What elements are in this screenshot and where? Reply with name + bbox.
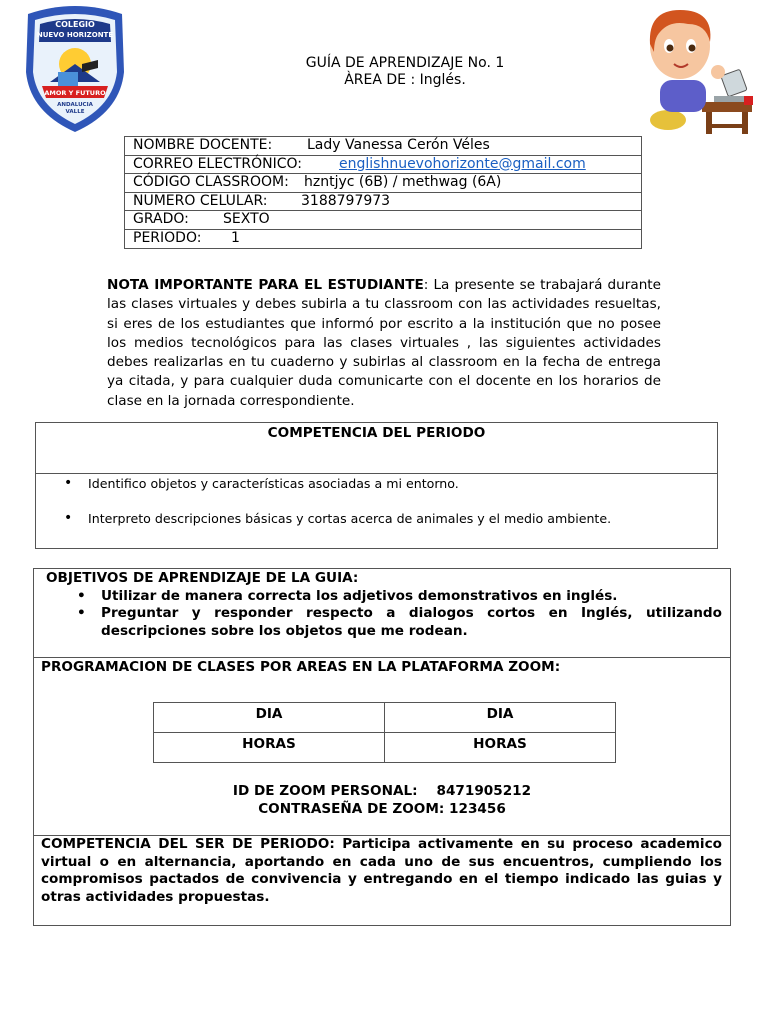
area-title: ÀREA DE : Inglés. [344, 72, 466, 88]
info-value: 3188797973 [301, 192, 391, 209]
note-heading: NOTA IMPORTANTE PARA EL ESTUDIANTE [107, 277, 424, 293]
note-text: : La presente se trabajará durante las clases virtuales y debes subirla a tu classroom con las actividades resueltas, si eres de los estudiantes que informó por escrito a la institución que no posee los medios tecnológicos para las clases virtuales , las siguientes actividades debes realizarlas en tu cuaderno y subirlas al classroom en la fecha de entrega ya citada, y para cualquier duda comunicarte con el docente en los horarios de clase en la jornada correspondiente. [107, 277, 662, 409]
logo-line1: COLEGIO [55, 20, 95, 29]
table-cell: HORAS [154, 733, 385, 763]
info-row-periodo [125, 230, 641, 249]
logo-line2: NUEVO HORIZONTE [36, 31, 114, 39]
info-row-classroom [125, 174, 641, 193]
info-label: GRADO: [133, 211, 189, 227]
programacion-section [34, 658, 730, 836]
guide-title: GUÍA DE APRENDIZAJE No. 1 [305, 55, 505, 71]
table-cell: HORAS [385, 733, 616, 763]
list-item: • Utilizar de manera correcta los adjetivos demonstrativos en inglés. [67, 588, 722, 606]
list-item: • Interpreto descripciones básicas y cortas acerca de animales y el medio ambiente. [64, 511, 717, 526]
info-value: 1 [231, 229, 240, 246]
teacher-info-table [124, 136, 642, 249]
zoom-credentials [34, 782, 730, 818]
list-item: • Identifico objetos y características asociadas a mi entorno. [64, 476, 717, 491]
programacion-title: PROGRAMACION DE CLASES POR AREAS EN LA PLATAFORMA ZOOM: [41, 659, 561, 675]
info-label: CÓDIGO CLASSROOM: [133, 174, 289, 190]
school-logo [20, 2, 130, 134]
zoom-id: ID DE ZOOM PERSONAL: 8471905212 [232, 783, 532, 799]
competencia-periodo-box [35, 422, 718, 549]
child-laptop-illustration [640, 2, 758, 137]
student-note [107, 276, 661, 411]
info-row-grado [125, 211, 641, 230]
table-row [154, 733, 616, 763]
list-item: • Preguntar y responder respecto a dialogos cortos en Inglés, utilizando descripciones sobre los objetos que me rodean. [67, 605, 722, 640]
info-label: NUMERO CELULAR: [133, 192, 268, 209]
competencia-title: COMPETENCIA DEL PERIODO [36, 423, 717, 474]
table-row [154, 703, 616, 733]
competencia-ser-text: COMPETENCIA DEL SER DE PERIODO: Participa activamente en su proceso academico virtual o en alternancia, aportando en cada uno de sus encuentros, cumpliendo los compromisos pactados de convivencia y entregando en el tiempo indicado las guias y otras actividades propuestas. [41, 836, 722, 906]
logo-place1: ANDALUCIA [57, 102, 93, 108]
schedule-table [153, 702, 616, 763]
table-cell: DIA [385, 703, 616, 733]
objetivos-box [33, 568, 731, 926]
competencia-list [36, 476, 717, 526]
email-link[interactable]: englishnuevohorizonte@gmail.com [339, 155, 586, 172]
info-value: hzntjyc (6B) / methwag (6A) [304, 174, 502, 190]
table-cell: DIA [154, 703, 385, 733]
info-label: NOMBRE DOCENTE: [133, 137, 273, 153]
info-row-docente [125, 137, 641, 156]
zoom-password: CONTRASEÑA DE ZOOM: 123456 [258, 801, 506, 817]
info-row-correo [125, 156, 641, 175]
objetivos-list [45, 588, 722, 641]
info-value: SEXTO [223, 211, 270, 227]
info-label: CORREO ELECTRÓNICO: [133, 155, 302, 172]
objetivos-section [34, 569, 730, 658]
logo-motto: AMOR Y FUTURO [44, 89, 106, 97]
info-value: Lady Vanessa Cerón Véles [307, 137, 490, 153]
objetivos-title: OBJETIVOS DE APRENDIZAJE DE LA GUIA: [46, 570, 359, 586]
info-row-celular [125, 193, 641, 212]
info-label: PERIODO: [133, 229, 202, 246]
logo-place2: VALLE [65, 109, 85, 115]
